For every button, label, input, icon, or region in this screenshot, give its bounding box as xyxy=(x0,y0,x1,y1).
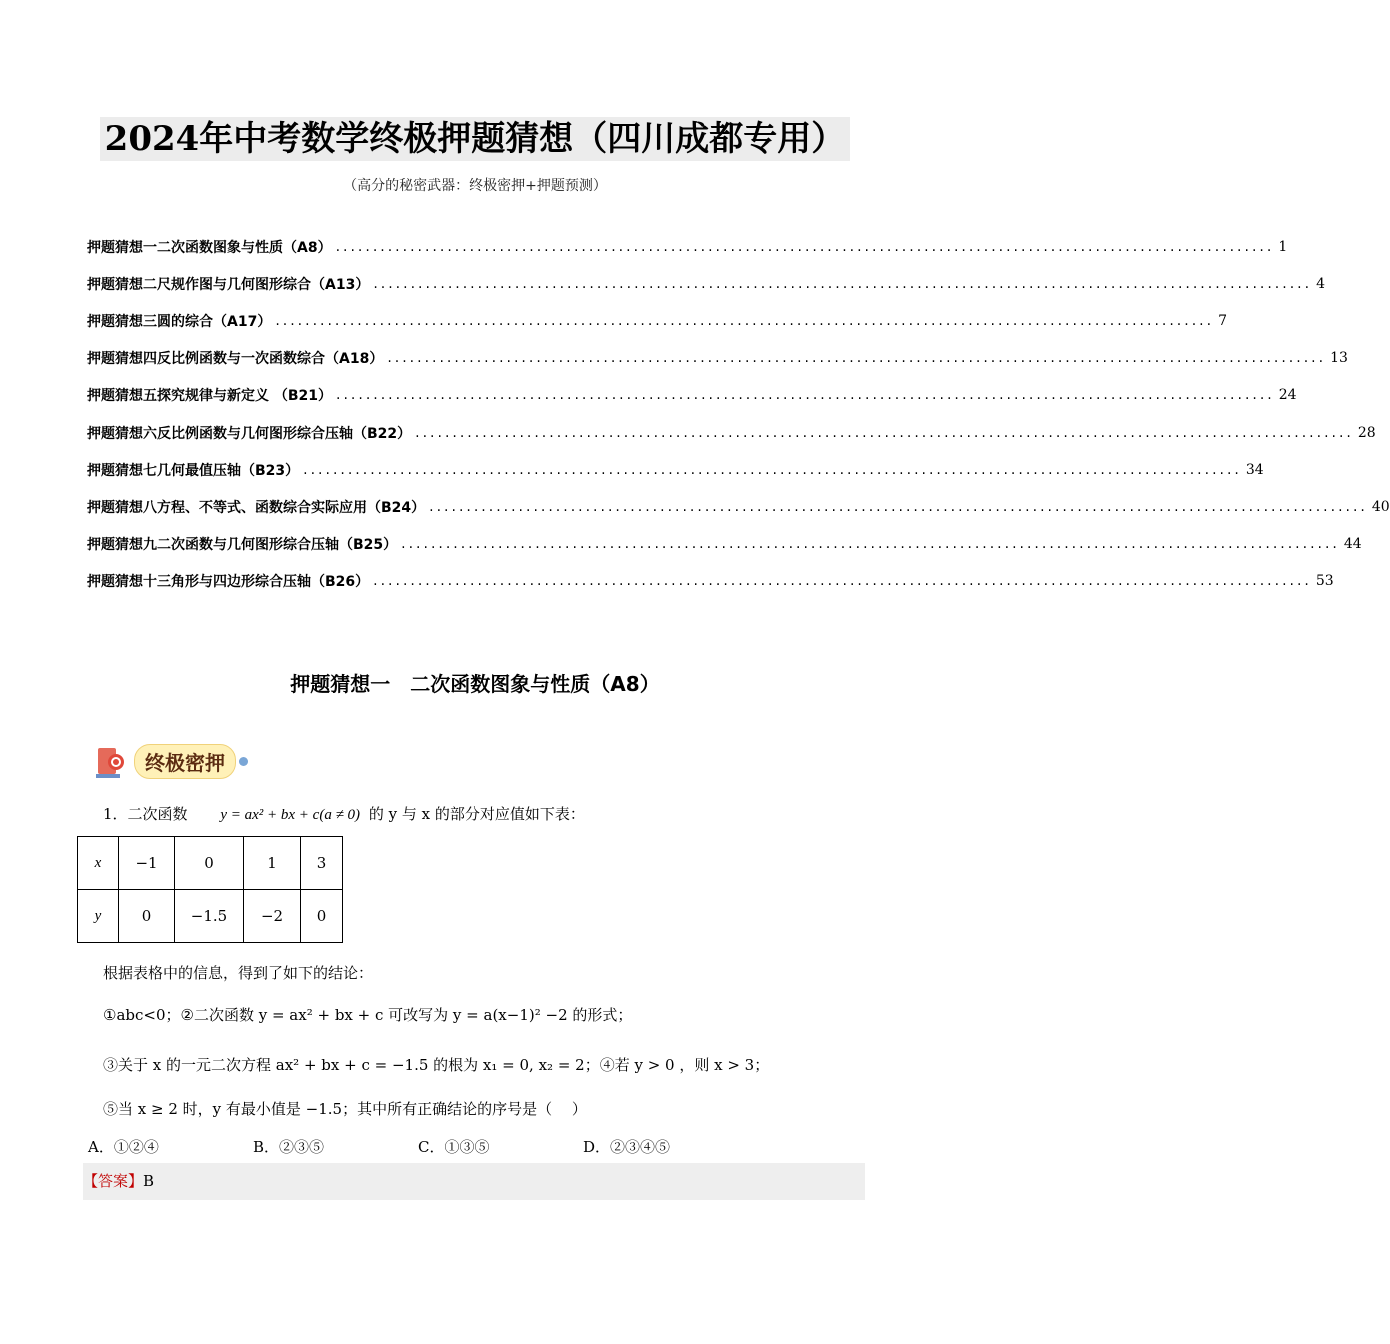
toc-title: 反比例函数与几何图形综合压轴（B22） xyxy=(157,425,412,442)
toc-item[interactable] xyxy=(87,488,1390,525)
toc-title: 反比例函数与一次函数综合（A18） xyxy=(157,351,384,368)
toc-item[interactable] xyxy=(87,377,1297,414)
page-title: 2024年中考数学终极押题猜想（四川成都专用） xyxy=(104,119,846,159)
question-lead: 根据表格中的信息，得到了如下的结论： xyxy=(103,964,374,982)
badge-label: 终极密押 xyxy=(134,744,236,779)
toc-leader: .............................................................................................................................. xyxy=(415,424,1354,441)
toc-label: 押题猜想六 xyxy=(87,425,157,442)
toc-leader: .............................................................................................................................. xyxy=(335,238,1275,255)
answer-options xyxy=(88,1136,788,1157)
toc-item[interactable] xyxy=(87,414,1376,451)
toc-title: 圆的综合（A17） xyxy=(157,313,272,330)
toc-page: 13 xyxy=(1330,350,1348,367)
toc-label: 押题猜想十 xyxy=(87,574,157,591)
question-prefix: 1．二次函数 xyxy=(103,805,188,823)
toc-page: 40 xyxy=(1371,498,1390,515)
table-row xyxy=(78,890,343,943)
option-b[interactable]: B．②③⑤ xyxy=(253,1138,325,1156)
table-cell: 3 xyxy=(301,837,343,890)
toc-leader: .............................................................................................................................. xyxy=(401,536,1340,553)
toc-title: 三角形与四边形综合压轴（B26） xyxy=(157,574,370,591)
toc-label: 押题猜想四 xyxy=(87,351,157,368)
option-d[interactable]: D．②③④⑤ xyxy=(583,1138,671,1156)
toc-leader: .............................................................................................................................. xyxy=(429,498,1368,515)
table-cell: −1 xyxy=(119,837,175,890)
section-badge xyxy=(96,743,248,779)
toc-page: 53 xyxy=(1315,573,1334,590)
title-banner xyxy=(100,117,850,161)
toc-leader: .............................................................................................................................. xyxy=(373,275,1313,292)
toc-item[interactable] xyxy=(87,563,1334,600)
table-cell: −1.5 xyxy=(175,890,244,943)
toc-label: 押题猜想五 xyxy=(87,388,157,405)
table-row xyxy=(78,837,343,890)
toc-leader: .............................................................................................................................. xyxy=(387,350,1327,367)
table-cell: 0 xyxy=(301,890,343,943)
toc-label: 押题猜想二 xyxy=(87,276,157,293)
answer-value: B xyxy=(143,1172,155,1190)
toc-page: 4 xyxy=(1316,275,1325,292)
section-heading: 押题猜想一 二次函数图象与性质（A8） xyxy=(290,672,660,696)
toc-title: 方程、不等式、函数综合实际应用（B24） xyxy=(157,499,426,516)
conclusion-line-1: ①abc<0；②二次函数 y = ax² + bx + c 可改写为 y = a(x−1)² −2 的形式； xyxy=(103,1006,633,1024)
value-table xyxy=(77,836,343,943)
toc-label: 押题猜想七 xyxy=(87,462,157,479)
answer-tag: 【答案】 xyxy=(83,1172,144,1190)
table-cell: y xyxy=(78,890,119,943)
table-of-contents xyxy=(87,228,1390,600)
option-a[interactable]: A．①②④ xyxy=(88,1138,159,1156)
toc-leader: .............................................................................................................................. xyxy=(303,461,1242,478)
toc-item[interactable] xyxy=(87,302,1227,339)
toc-item[interactable] xyxy=(87,451,1264,488)
toc-page: 24 xyxy=(1278,387,1297,404)
question-formula: y = ax² + bx + c(a ≠ 0) xyxy=(220,807,361,823)
toc-label: 押题猜想三 xyxy=(87,313,157,330)
toc-leader: .............................................................................................................................. xyxy=(373,573,1312,590)
toc-page: 44 xyxy=(1343,536,1362,553)
question-suffix: 的 y 与 x 的部分对应值如下表： xyxy=(368,805,585,823)
toc-title: 二次函数图象与性质（A8） xyxy=(157,239,332,256)
target-icon xyxy=(96,744,130,778)
conclusion-line-2: ③关于 x 的一元二次方程 ax² + bx + c = −1.5 的根为 x₁ = 0, x₂ = 2；④若 y > 0 ，则 x > 3； xyxy=(103,1056,770,1074)
badge-dot-icon xyxy=(239,757,248,766)
toc-label: 押题猜想一 xyxy=(87,239,157,256)
toc-page: 1 xyxy=(1278,238,1288,255)
toc-title: 二次函数与几何图形综合压轴（B25） xyxy=(157,537,398,554)
toc-page: 28 xyxy=(1357,424,1376,441)
toc-title: 探究规律与新定义 （B21） xyxy=(157,388,333,405)
page-subtitle: （高分的秘密武器：终极密押+押题预测） xyxy=(343,178,607,194)
toc-item[interactable] xyxy=(87,265,1325,302)
toc-item[interactable] xyxy=(87,228,1288,265)
toc-title: 几何最值压轴（B23） xyxy=(157,462,300,479)
toc-page: 34 xyxy=(1245,461,1264,478)
toc-leader: .............................................................................................................................. xyxy=(275,312,1215,329)
toc-leader: .............................................................................................................................. xyxy=(336,387,1275,404)
table-cell: −2 xyxy=(244,890,301,943)
toc-item[interactable] xyxy=(87,526,1362,563)
question-intro xyxy=(103,803,585,824)
answer-box xyxy=(83,1163,865,1200)
conclusion-line-3: ⑤当 x ≥ 2 时，y 有最小值是 −1.5；其中所有正确结论的序号是（ ） xyxy=(103,1100,587,1118)
table-cell: 0 xyxy=(175,837,244,890)
toc-label: 押题猜想八 xyxy=(87,499,157,516)
toc-label: 押题猜想九 xyxy=(87,537,157,554)
table-cell: x xyxy=(78,837,119,890)
toc-title: 尺规作图与几何图形综合（A13） xyxy=(157,276,370,293)
option-c[interactable]: C．①③⑤ xyxy=(418,1138,490,1156)
toc-item[interactable] xyxy=(87,340,1348,377)
table-cell: 1 xyxy=(244,837,301,890)
table-cell: 0 xyxy=(119,890,175,943)
toc-page: 7 xyxy=(1218,312,1227,329)
